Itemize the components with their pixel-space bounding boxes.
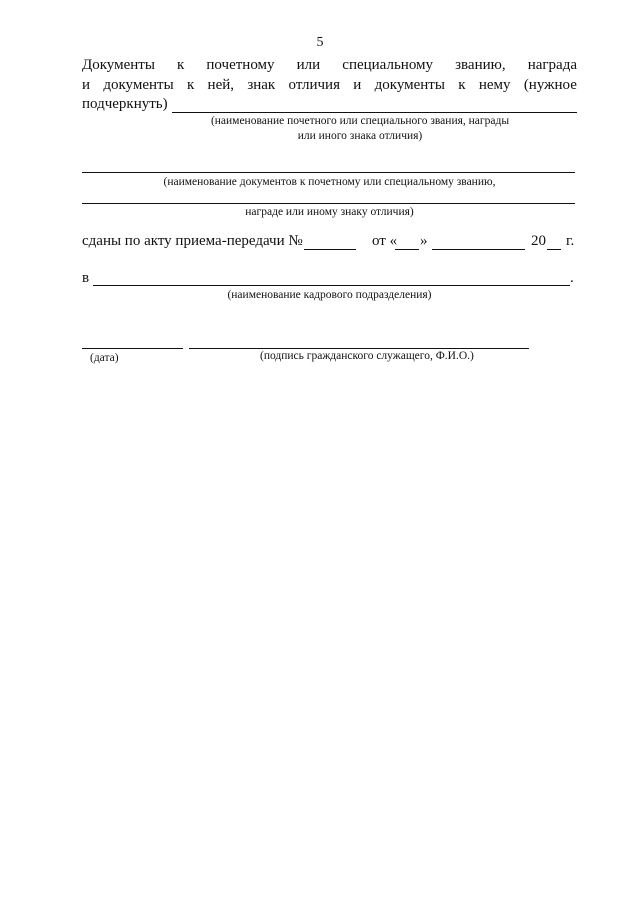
- intro-word: награда: [527, 57, 577, 73]
- department-end-mark: .: [570, 270, 574, 286]
- month-field[interactable]: [432, 249, 525, 250]
- intro-word: специальному: [342, 57, 434, 73]
- documents-field-1[interactable]: [82, 172, 575, 173]
- intro-word: знак: [247, 77, 276, 93]
- intro-line-3: [82, 96, 577, 113]
- underline-instruction: подчеркнуть): [82, 96, 168, 112]
- date-caption: (дата): [90, 352, 119, 364]
- intro-word: отличия: [288, 77, 340, 93]
- intro-word: нему: [478, 77, 511, 93]
- award-name-field[interactable]: [172, 98, 577, 113]
- date-field[interactable]: [82, 348, 183, 349]
- intro-word: (нужное: [523, 77, 577, 93]
- intro-word: к: [177, 57, 185, 73]
- documents-caption-line-2: награде или иному знаку отличия): [245, 206, 414, 218]
- documents-caption-line-1: (наименование документов к почетному или специальному званию,: [163, 176, 496, 188]
- intro-word: званию,: [455, 57, 506, 73]
- department-line: [82, 270, 577, 290]
- year-prefix: 20: [531, 233, 546, 249]
- award-caption-line-2: или иного знака отличия): [297, 130, 423, 142]
- year-field[interactable]: [547, 249, 561, 250]
- quote-close: »: [420, 233, 428, 249]
- intro-word: ней,: [207, 77, 235, 93]
- intro-word: к: [458, 77, 466, 93]
- intro-word: и: [82, 77, 91, 93]
- intro-word: документы: [103, 77, 174, 93]
- act-number-field[interactable]: [304, 249, 356, 250]
- department-caption: (наименование кадрового подразделения): [227, 289, 432, 301]
- department-field[interactable]: [93, 285, 570, 286]
- from-label: от «: [372, 233, 398, 249]
- intro-word: почетному: [206, 57, 275, 73]
- transfer-line: [82, 233, 577, 253]
- intro-word: Документы: [82, 57, 155, 73]
- documents-field-2[interactable]: [82, 203, 575, 204]
- intro-line-1: [82, 57, 577, 77]
- year-suffix: г.: [566, 233, 575, 249]
- award-caption: [160, 114, 560, 144]
- award-caption-line-1: (наименование почетного или специального звания, награды: [210, 115, 510, 127]
- page-number: 5: [316, 35, 324, 50]
- intro-line-2: [82, 77, 577, 97]
- intro-word: или: [296, 57, 321, 73]
- day-field[interactable]: [395, 249, 419, 250]
- signature-caption: (подпись гражданского служащего, Ф.И.О.): [260, 350, 474, 362]
- intro-word: документы: [374, 77, 445, 93]
- intro-word: к: [186, 77, 195, 93]
- transfer-label: сданы по акту приема-передачи №: [82, 233, 303, 249]
- department-prefix: в: [82, 270, 90, 286]
- intro-word: и: [353, 77, 362, 93]
